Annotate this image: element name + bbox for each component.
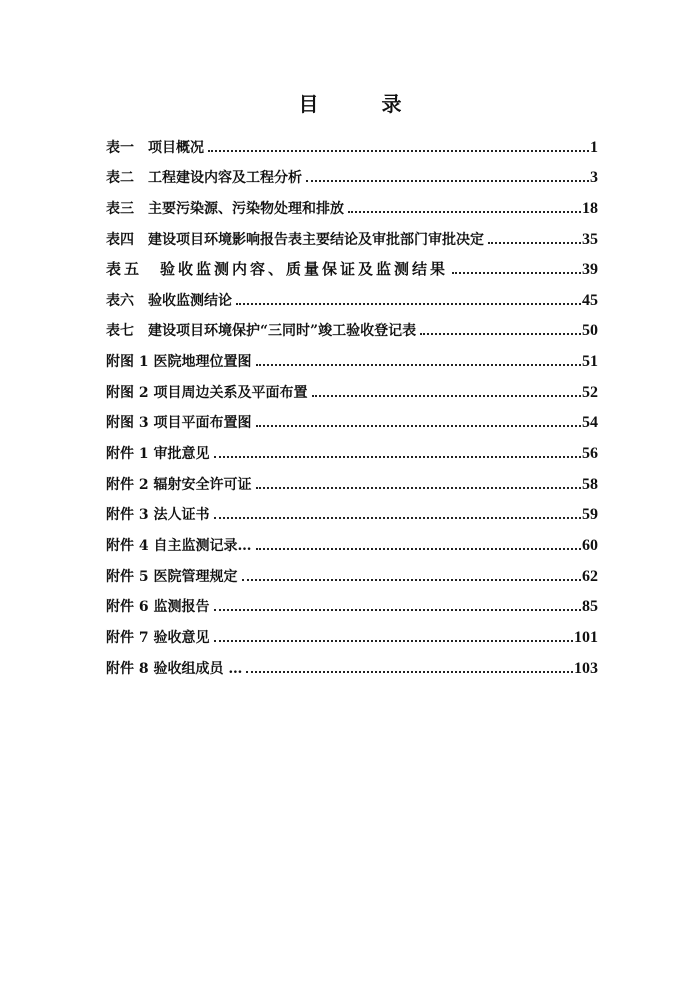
toc-entry[interactable] <box>106 126 598 157</box>
toc-entry-page: 62 <box>582 567 598 585</box>
toc-entry-label: 表三 主要污染源、污染物处理和排放 <box>106 200 344 217</box>
leader-dots <box>452 272 581 274</box>
toc-entry[interactable] <box>106 555 598 586</box>
toc-entry[interactable] <box>106 340 598 371</box>
toc-entry-label: 附图 1 医院地理位置图 <box>106 354 252 371</box>
toc-entry-page: 50 <box>582 322 598 340</box>
toc-entry-page: 85 <box>582 598 598 616</box>
toc-entry-page: 39 <box>582 261 598 279</box>
toc-entry-label: 表七 建设项目环境保护“三同时”竣工验收登记表 <box>106 323 417 340</box>
toc-entry-page: 1 <box>590 138 598 156</box>
toc-entry-page: 52 <box>582 383 598 401</box>
leader-dots <box>256 548 582 550</box>
toc-entry-page: 18 <box>582 199 598 217</box>
toc-entry-label: 附图 2 项目周边关系及平面布置 <box>106 384 308 401</box>
leader-dots <box>256 425 582 427</box>
toc-entry-label: 附件 2 辐射安全许可证 <box>106 476 252 493</box>
toc-entry-label: 表四 建设项目环境影响报告表主要结论及审批部门审批决定 <box>106 231 484 248</box>
toc-entry[interactable] <box>106 310 598 341</box>
toc-entry-label: 附件 1 审批意见 <box>106 446 210 463</box>
toc-entry-page: 3 <box>590 169 598 187</box>
leader-dots <box>214 609 582 611</box>
toc-entry-page: 101 <box>574 628 598 646</box>
toc-entry-label: 表一 项目概况 <box>106 139 204 156</box>
leader-dots <box>246 671 573 673</box>
leader-dots <box>208 150 589 152</box>
toc-entry[interactable] <box>106 586 598 617</box>
leader-dots <box>488 242 581 244</box>
toc-entry[interactable] <box>106 524 598 555</box>
toc-entry[interactable] <box>106 157 598 188</box>
leader-dots <box>348 211 581 213</box>
leader-dots <box>312 395 582 397</box>
toc-entry-page: 103 <box>574 659 598 677</box>
toc-entry[interactable] <box>106 647 598 678</box>
toc-entry-label: 附件 4 自主监测记录… <box>106 537 252 554</box>
toc-entry-label: 附件 8 验收组成员 … <box>106 660 243 677</box>
toc-entry-label: 附件 7 验收意见 <box>106 629 210 646</box>
toc-entry[interactable] <box>106 402 598 433</box>
toc-entry-page: 51 <box>582 353 598 371</box>
toc-entry-label: 表五 验收监测内容、质量保证及监测结果 <box>106 260 449 279</box>
toc-entry[interactable] <box>106 371 598 402</box>
toc-entry-label: 附件 6 监测报告 <box>106 599 210 616</box>
toc-entry-page: 35 <box>582 230 598 248</box>
toc-entry-label: 附件 5 医院管理规定 <box>106 568 238 585</box>
toc-entry-page: 56 <box>582 445 598 463</box>
leader-dots <box>306 180 589 182</box>
toc-entry[interactable] <box>106 218 598 249</box>
toc-entry-page: 59 <box>582 506 598 524</box>
leader-dots <box>420 333 581 335</box>
toc-entry[interactable] <box>106 494 598 525</box>
toc-entry[interactable] <box>106 432 598 463</box>
toc-entry-label: 附件 3 法人证书 <box>106 507 210 524</box>
leader-dots <box>214 517 582 519</box>
toc-entry[interactable] <box>106 463 598 494</box>
leader-dots <box>236 303 581 305</box>
leader-dots <box>256 487 582 489</box>
toc-entry-page: 58 <box>582 475 598 493</box>
toc-entry-label: 表六 验收监测结论 <box>106 292 232 309</box>
page-title: 目 录 <box>298 92 430 116</box>
toc-entry[interactable] <box>106 249 598 280</box>
leader-dots <box>214 640 574 642</box>
leader-dots <box>256 364 582 366</box>
leader-dots <box>242 579 582 581</box>
table-of-contents <box>106 126 598 678</box>
toc-entry-page: 45 <box>582 291 598 309</box>
toc-entry[interactable] <box>106 187 598 218</box>
toc-entry[interactable] <box>106 279 598 310</box>
toc-entry-label: 表二 工程建设内容及工程分析 <box>106 170 302 187</box>
toc-entry-label: 附图 3 项目平面布置图 <box>106 415 252 432</box>
toc-entry-page: 54 <box>582 414 598 432</box>
toc-entry-page: 60 <box>582 536 598 554</box>
toc-entry[interactable] <box>106 616 598 647</box>
leader-dots <box>214 456 582 458</box>
